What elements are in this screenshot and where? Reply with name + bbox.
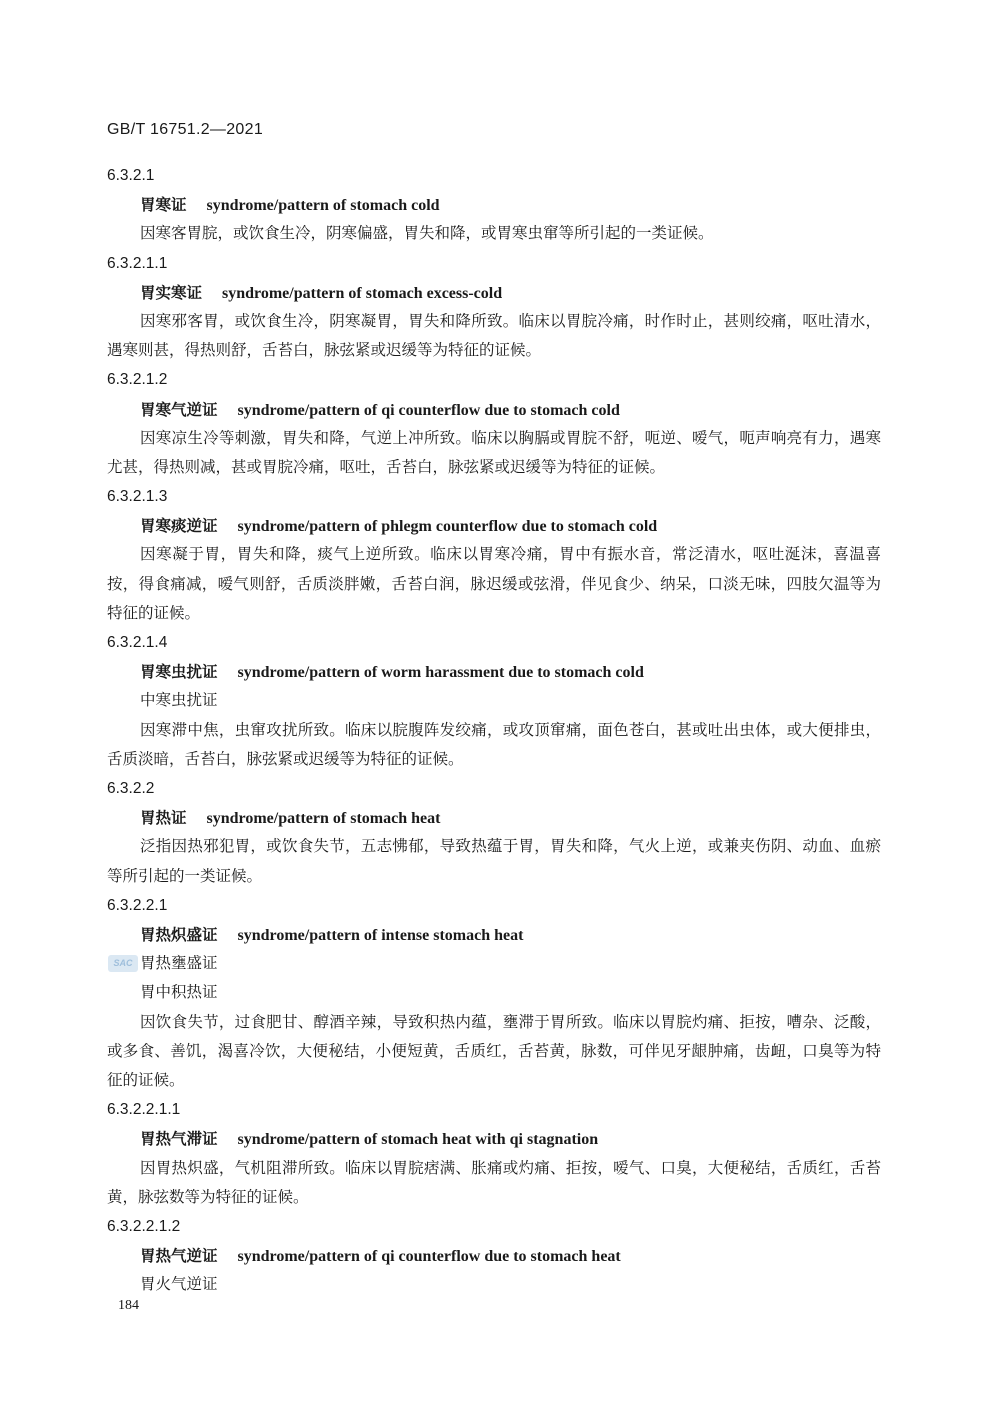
term-chinese: 胃实寒证	[140, 282, 203, 302]
section-number: 6.3.2.1	[107, 167, 155, 184]
definition-text: 因胃热炽盛，气机阻滞所致。临床以胃脘痞满、胀痛或灼痛、拒按，嗳气、口臭，大便秘结，舌质红，舌苔黄，脉弦数等为特征的证候。	[107, 1158, 881, 1206]
term-heading	[0, 1124, 999, 1153]
definition-paragraph	[0, 307, 999, 365]
section-number: 6.3.2.1.4	[107, 634, 168, 652]
term-heading	[0, 920, 999, 949]
term-chinese: 胃寒气逆证	[140, 399, 218, 419]
definition-paragraph	[0, 219, 999, 248]
synonym-term	[0, 978, 999, 1007]
term-heading	[0, 395, 999, 424]
sac-watermark-logo: SAC	[108, 955, 138, 972]
term-english: syndrome/pattern of stomach cold	[206, 197, 440, 215]
synonym-text: 胃火气逆证	[140, 1275, 218, 1294]
section-number: 6.3.2.1.3	[107, 488, 168, 506]
definition-paragraph	[0, 716, 999, 774]
term-english: syndrome/pattern of qi counterflow due to stomach cold	[237, 401, 620, 419]
synonym-term	[0, 1270, 999, 1299]
definition-text: 因寒客胃脘，或饮食生冷，阴寒偏盛，胃失和降，或胃寒虫窜等所引起的一类证候。	[140, 224, 714, 243]
term-english: syndrome/pattern of stomach heat	[206, 810, 441, 828]
term-heading	[0, 803, 999, 832]
term-chinese: 胃热气逆证	[140, 1246, 218, 1266]
section-number: 6.3.2.2.1	[107, 896, 168, 914]
section-number: 6.3.2.2.1.2	[107, 1217, 181, 1235]
term-english: syndrome/pattern of phlegm counterflow due to stomach cold	[237, 518, 658, 536]
term-heading	[0, 1241, 999, 1270]
synonym-text: 胃热壅盛证	[140, 954, 218, 973]
term-chinese: 胃寒虫扰证	[140, 662, 218, 682]
term-chinese: 胃寒痰逆证	[140, 516, 218, 536]
term-english: syndrome/pattern of stomach heat with qi stagnation	[237, 1131, 599, 1149]
definition-paragraph	[0, 832, 999, 890]
section-number: 6.3.2.1.1	[107, 254, 168, 272]
page-number: 184	[118, 1298, 139, 1313]
synonym-text: 胃中积热证	[140, 983, 218, 1002]
definition-text: 因寒凝于胃，胃失和降，痰气上逆所致。临床以胃寒冷痛，胃中有振水音，常泛清水，呕吐涎沫，喜温喜按，得食痛减，嗳气则舒，舌质淡胖嫩，舌苔白润，脉迟缓或弦滑，伴见食少、纳呆，口淡无味，四肢欠温等为特征的证候。	[107, 545, 881, 622]
term-heading	[0, 190, 999, 219]
definition-text: 泛指因热邪犯胃，或饮食失节，五志怫郁，导致热蕴于胃，胃失和降，气火上逆，或兼夹伤阴、动血、血瘀等所引起的一类证候。	[107, 837, 881, 885]
synonym-text: 中寒虫扰证	[140, 691, 218, 710]
term-chinese: 胃寒证	[140, 195, 187, 215]
definition-paragraph	[0, 540, 999, 628]
synonym-term	[0, 686, 999, 715]
section-number: 6.3.2.2.1.1	[107, 1101, 181, 1119]
definition-paragraph	[0, 1154, 999, 1212]
document-body	[0, 161, 999, 1299]
synonym-term	[0, 949, 999, 978]
term-english: syndrome/pattern of qi counterflow due to stomach heat	[237, 1248, 621, 1266]
term-english: syndrome/pattern of worm harassment due to stomach cold	[237, 664, 644, 682]
term-chinese: 胃热炽盛证	[140, 924, 218, 944]
definition-text: 因寒滞中焦，虫窜攻扰所致。临床以脘腹阵发绞痛，或攻顶窜痛，面色苍白，甚或吐出虫体，或大便排虫，舌质淡暗，舌苔白，脉弦紧或迟缓等为特征的证候。	[107, 720, 881, 768]
definition-paragraph	[0, 424, 999, 482]
definition-paragraph	[0, 1008, 999, 1096]
document-header: GB/T 16751.2—2021	[107, 121, 264, 138]
term-chinese: 胃热气滞证	[140, 1129, 218, 1149]
definition-text: 因寒邪客胃，或饮食生冷，阴寒凝胃，胃失和降所致。临床以胃脘冷痛，时作时止，甚则绞痛，呕吐清水，遇寒则甚，得热则舒，舌苔白，脉弦紧或迟缓等为特征的证候。	[107, 311, 881, 360]
section-number: 6.3.2.1.2	[107, 371, 168, 389]
term-heading	[0, 278, 999, 307]
term-english: syndrome/pattern of stomach excess-cold	[222, 284, 503, 302]
term-heading	[0, 511, 999, 540]
term-english: syndrome/pattern of intense stomach heat	[237, 926, 524, 944]
term-chinese: 胃热证	[140, 808, 187, 828]
definition-text: 因寒凉生冷等刺激，胃失和降，气逆上冲所致。临床以胸膈或胃脘不舒，呃逆、嗳气，呃声响亮有力，遇寒尤甚，得热则减，甚或胃脘冷痛，呕吐，舌苔白，脉弦紧或迟缓等为特征的证候。	[107, 428, 881, 476]
section-number: 6.3.2.2	[107, 780, 155, 798]
term-heading	[0, 657, 999, 686]
definition-text: 因饮食失节，过食肥甘、醇酒辛辣，导致积热内蕴，壅滞于胃所致。临床以胃脘灼痛、拒按，嘈杂、泛酸，或多食、善饥，渴喜冷饮，大便秘结，小便短黄，舌质红，舌苔黄，脉数，可伴见牙龈肿痛，齿衄，口臭等为特征的证候。	[107, 1012, 881, 1089]
